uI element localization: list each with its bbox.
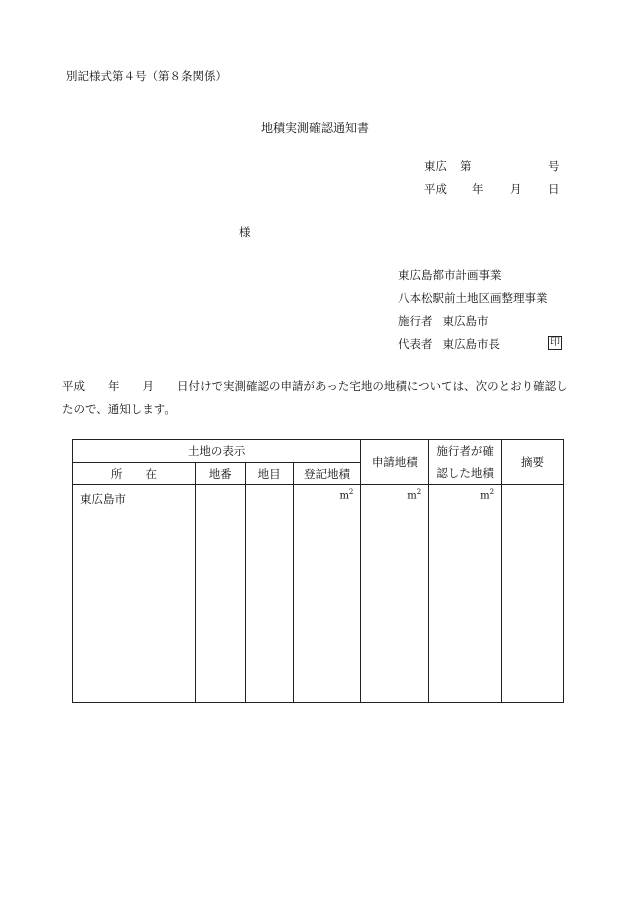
confirmed-area-cell: [429, 485, 502, 703]
ref-go: 号: [548, 159, 560, 173]
body-paragraph: 平成 年 月 日付けで実測確認の申請があった宅地の地積については、次のとおり確認したので、通知します。: [62, 379, 568, 416]
confirmed-area-header-line2: 認した地積: [436, 466, 494, 480]
location-header: 所 在: [73, 463, 196, 485]
confirmed-area-header-line1: 施行者が確: [436, 444, 494, 458]
issuer-project: 東広島都市計画事業: [398, 268, 502, 282]
unit-sup: 2: [489, 488, 495, 496]
document-title: 地積実測確認通知書: [260, 121, 369, 135]
date-era: 平成: [424, 182, 447, 196]
unit-sup: 2: [416, 488, 422, 496]
confirmed-area-header: [429, 440, 502, 485]
applied-area-header: 申請地積: [361, 440, 429, 485]
executor-label: 施行者: [398, 314, 433, 328]
form-number: 別記様式第４号（第８条関係）: [66, 69, 227, 83]
date-day: 日: [548, 182, 560, 196]
land-table: [72, 439, 564, 703]
lot-number-cell: [195, 485, 245, 703]
unit-m: m: [407, 490, 417, 502]
ref-dai: 第: [460, 159, 472, 173]
land-display-header: 土地の表示: [73, 440, 361, 463]
representative-label: 代表者: [398, 337, 433, 351]
land-category-cell: [245, 485, 293, 703]
issuer-executor: [398, 314, 548, 337]
location-cell: 東広島市: [73, 485, 196, 703]
date-year: 年: [472, 182, 484, 196]
ref-city: 東広: [424, 159, 447, 173]
unit-m: m: [480, 490, 490, 502]
unit-sup: 2: [348, 488, 354, 496]
issuer-subproject: 八本松駅前土地区画整理事業: [398, 291, 548, 305]
reference-number-block: [424, 158, 564, 198]
land-category-header: 地目: [245, 463, 293, 485]
date-month: 月: [510, 182, 522, 196]
representative-value: 東広島市長: [442, 337, 500, 351]
executor-value: 東広島市: [442, 314, 489, 328]
unit-m: m: [339, 490, 349, 502]
applied-area-cell: [361, 485, 429, 703]
registered-area-cell: [293, 485, 361, 703]
lot-number-header: 地番: [195, 463, 245, 485]
seal-mark: 印: [550, 337, 560, 348]
remarks-cell: [502, 485, 564, 703]
issuer-block: [398, 268, 560, 360]
remarks-header: 摘要: [502, 440, 564, 485]
issuer-representative: [398, 337, 560, 360]
addressee: 様: [239, 225, 251, 239]
registered-area-header: 登記地積: [293, 463, 361, 485]
